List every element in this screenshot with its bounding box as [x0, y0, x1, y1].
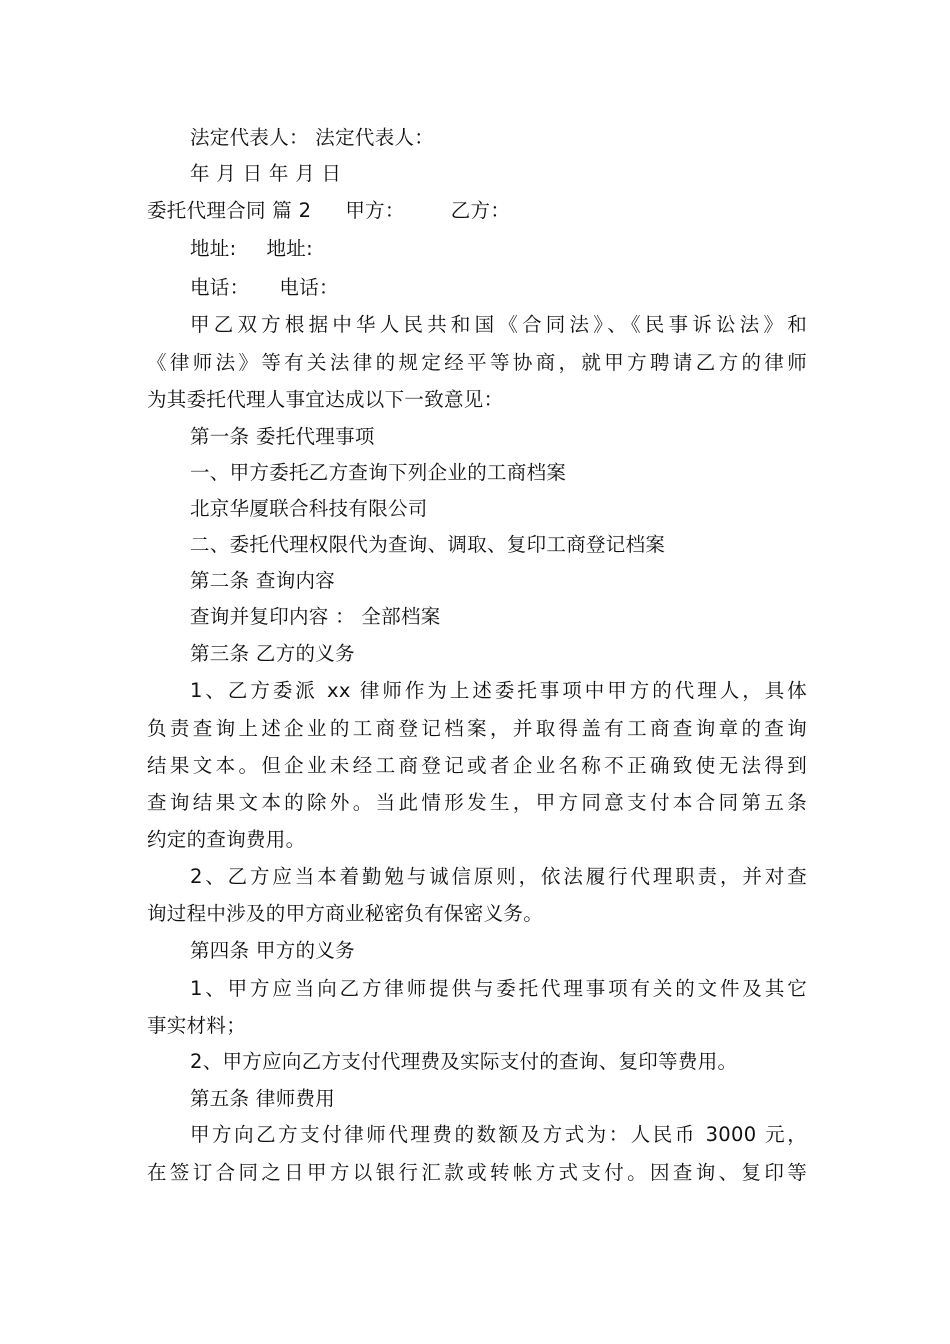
- preamble-line-3: 为其委托代理人事宜达成以下一致意见：: [147, 388, 504, 411]
- article-3-item-1-line-2: 负责查询上述企业的工商登记档案，并取得盖有工商查询章的查询: [147, 717, 807, 740]
- article-1-item-2: 二、委托代理权限代为查询、调取、复印工商登记档案: [190, 533, 666, 556]
- article-3-item-1-line-1: 1、乙方委派 xx 律师作为上述委托事项中甲方的代理人，具体: [190, 679, 807, 702]
- legal-representative-line: 法定代表人： 法定代表人：: [190, 126, 435, 149]
- contract-title-line: [147, 199, 807, 223]
- article-3-heading: 第三条 乙方的义务: [190, 642, 355, 665]
- date-line: 年 月 日 年 月 日: [190, 162, 342, 185]
- article-3-item-1-line-3: 结果文本。但企业未经工商登记或者企业名称不正确致使无法得到: [147, 754, 807, 777]
- phone-label-a: 电话：: [190, 276, 250, 299]
- preamble-line-2: 《律师法》等有关法律的规定经平等协商，就甲方聘请乙方的律师: [147, 351, 807, 374]
- article-5-line-2: 在签订合同之日甲方以银行汇款或转帐方式支付。因查询、复印等: [147, 1161, 807, 1184]
- article-4-item-2: 2、甲方应向乙方支付代理费及实际支付的查询、复印等费用。: [190, 1050, 738, 1073]
- article-1-item-1: 一、甲方委托乙方查询下列企业的工商档案: [190, 461, 567, 484]
- party-a-label: 甲方：: [345, 199, 405, 222]
- address-line: [190, 237, 807, 261]
- article-2-heading: 第二条 查询内容: [190, 569, 336, 592]
- article-1-heading: 第一条 委托代理事项: [190, 425, 375, 448]
- article-3-item-1-line-5: 约定的查询费用。: [147, 828, 306, 851]
- company-name: 北京华厦联合科技有限公司: [190, 497, 428, 520]
- address-label-a: 地址:: [190, 237, 237, 260]
- article-2-content: 查询并复印内容 ： 全部档案: [190, 605, 441, 628]
- article-3-item-1-line-4: 查询结果文本的除外。当此情形发生，甲方同意支付本合同第五条: [147, 791, 807, 814]
- article-3-item-2-line-2: 询过程中涉及的甲方商业秘密负有保密义务。: [147, 902, 544, 925]
- article-4-item-1-line-1: 1、甲方应当向乙方律师提供与委托代理事项有关的文件及其它: [190, 977, 807, 1000]
- preamble-line-1: 甲乙双方根据中华人民共和国《合同法》、《民事诉讼法》和: [190, 313, 807, 336]
- contract-title: 委托代理合同 篇 2: [147, 199, 312, 222]
- address-label-b: 地址:: [266, 237, 313, 260]
- article-3-item-2-line-1: 2、乙方应当本着勤勉与诚信原则，依法履行代理职责，并对查: [190, 865, 807, 888]
- phone-label-b: 电话：: [279, 276, 339, 299]
- article-4-item-1-line-2: 事实材料；: [147, 1014, 247, 1037]
- article-5-line-1: 甲方向乙方支付律师代理费的数额及方式为：人民币 3000 元，: [190, 1123, 807, 1146]
- article-4-heading: 第四条 甲方的义务: [190, 939, 355, 962]
- phone-line: [190, 276, 807, 300]
- party-b-label: 乙方：: [450, 199, 511, 222]
- article-5-heading: 第五条 律师费用: [190, 1087, 336, 1110]
